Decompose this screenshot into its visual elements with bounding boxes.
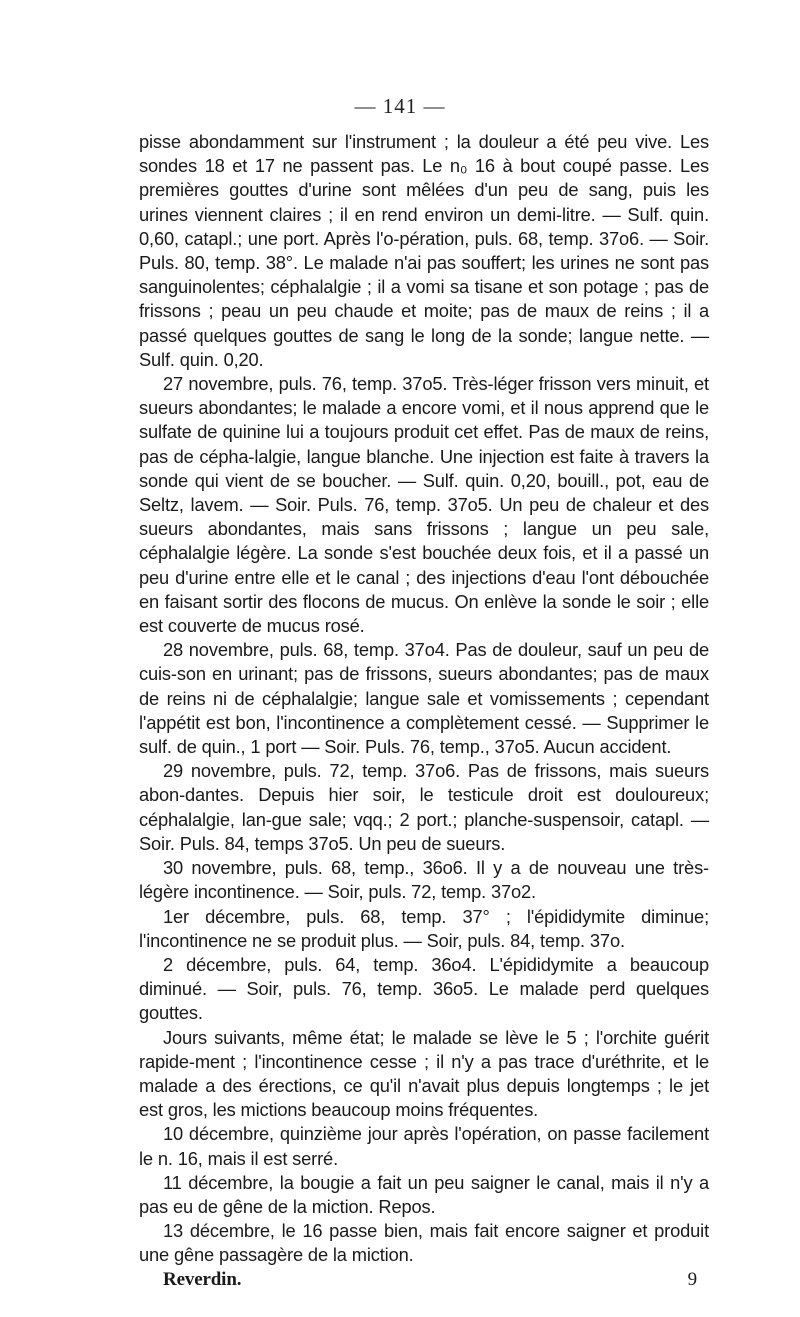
printer-signature-mark: 9 bbox=[687, 1268, 697, 1290]
paragraph-30-november: 30 novembre, puls. 68, temp., 36o6. Il y a de nouveau une très-légère incontinence. — Soir, puls. 72, temp. 37o2. bbox=[139, 857, 709, 903]
paragraph-29-november: 29 novembre, puls. 72, temp. 37o6. Pas de frissons, mais sueurs abon-dantes. Depuis hier soir, le testicule droit est douloureux; céphalalgie, lan-gue sale; vqq.; 2 port.; planche-suspensoir, catapl. — Soir. Puls. 84, temps 37o5. Un peu de sueurs. bbox=[139, 760, 709, 854]
paragraph-1-december: 1er décembre, puls. 68, temp. 37° ; l'épididymite diminue; l'incontinence ne se produit plus. — Soir, puls. 84, temp. 37o. bbox=[139, 905, 709, 951]
footer-author: Reverdin. bbox=[163, 1268, 242, 1290]
paragraph-2-december: 2 décembre, puls. 64, temp. 36o4. L'épididymite a beaucoup diminué. — Soir, puls. 76, temp. 36o5. Le malade perd quelques gouttes. bbox=[139, 953, 709, 1024]
paragraph-28-november: 28 novembre, puls. 68, temp. 37o4. Pas de douleur, sauf un peu de cuis-son en urinant; pas de frissons, sueurs abondantes; pas de maux de reins ni de céphalalgie; langue sale et vomissements ; cependant l'appétit est bon, l'incontinence a complètement cessé. — Supprimer le sulf. de quin., 1 port — Soir. Puls. 76, temp., 37o5. Aucun accident. bbox=[139, 639, 709, 758]
paragraph-13-december: 13 décembre, le 16 passe bien, mais fait encore saigner et produit une gêne passagère de la miction. bbox=[139, 1220, 709, 1266]
paragraph-11-december: 11 décembre, la bougie a fait un peu saigner le canal, mais il n'y a pas eu de gêne de la miction. Repos. bbox=[139, 1171, 709, 1217]
body-text bbox=[139, 130, 709, 1292]
page-number: — 141 — bbox=[354, 94, 446, 118]
paragraph-27-november: 27 novembre, puls. 76, temp. 37o5. Très-léger frisson vers minuit, et sueurs abondantes; le malade a encore vomi, et il nous apprend que le sulfate de quinine lui a toujours produit cet effet. Pas de maux de reins, pas de cépha-lalgie, langue blanche. Une injection est faite à travers la sonde qui vient de se boucher. — Sulf. quin. 0,20, bouill., pot, eau de Seltz, lavem. — Soir. Puls. 76, temp. 37o5. Un peu de chaleur et des sueurs abondantes, mais sans frissons ; langue un peu sale, céphalalgie légère. La sonde s'est bouchée deux fois, et il a passé un peu d'urine entre elle et le canal ; des injections d'eau l'ont débouchée en faisant sortir des flocons de mucus. On enlève la sonde le soir ; elle est couverte de mucus rosé. bbox=[139, 373, 709, 637]
footer-signature-line bbox=[139, 1268, 709, 1292]
paragraph-10-december: 10 décembre, quinzième jour après l'opération, on passe facilement le n. 16, mais il est serré. bbox=[139, 1123, 709, 1169]
paragraph-following-days: Jours suivants, même état; le malade se lève le 5 ; l'orchite guérit rapide-ment ; l'incontinence cesse ; il n'y a pas trace d'uréthrite, et le malade a des érections, ce qu'il n'avait plus depuis longtemps ; le jet est gros, les mictions beaucoup moins fréquentes. bbox=[139, 1026, 709, 1121]
paragraph-operation-report: pisse abondamment sur l'instrument ; la douleur a été peu vive. Les sondes 18 et 17 ne passent pas. Le n₀ 16 à bout coupé passe. Les premières gouttes d'urine sont mêlées d'un peu de sang, puis les urines viennent claires ; il en rend environ un demi-litre. — Sulf. quin. 0,60, catapl.; une port. Après l'o-pération, puls. 68, temp. 37o6. — Soir. Puls. 80, temp. 38°. Le malade n'ai pas souffert; les urines ne sont pas sanguinolentes; céphalalgie ; il a vomi sa tisane et son potage ; pas de frissons ; peau un peu chaude et moite; pas de maux de reins ; il a passé quelques gouttes de sang le long de la sonde; langue nette. — Sulf. quin. 0,20. bbox=[139, 131, 709, 370]
